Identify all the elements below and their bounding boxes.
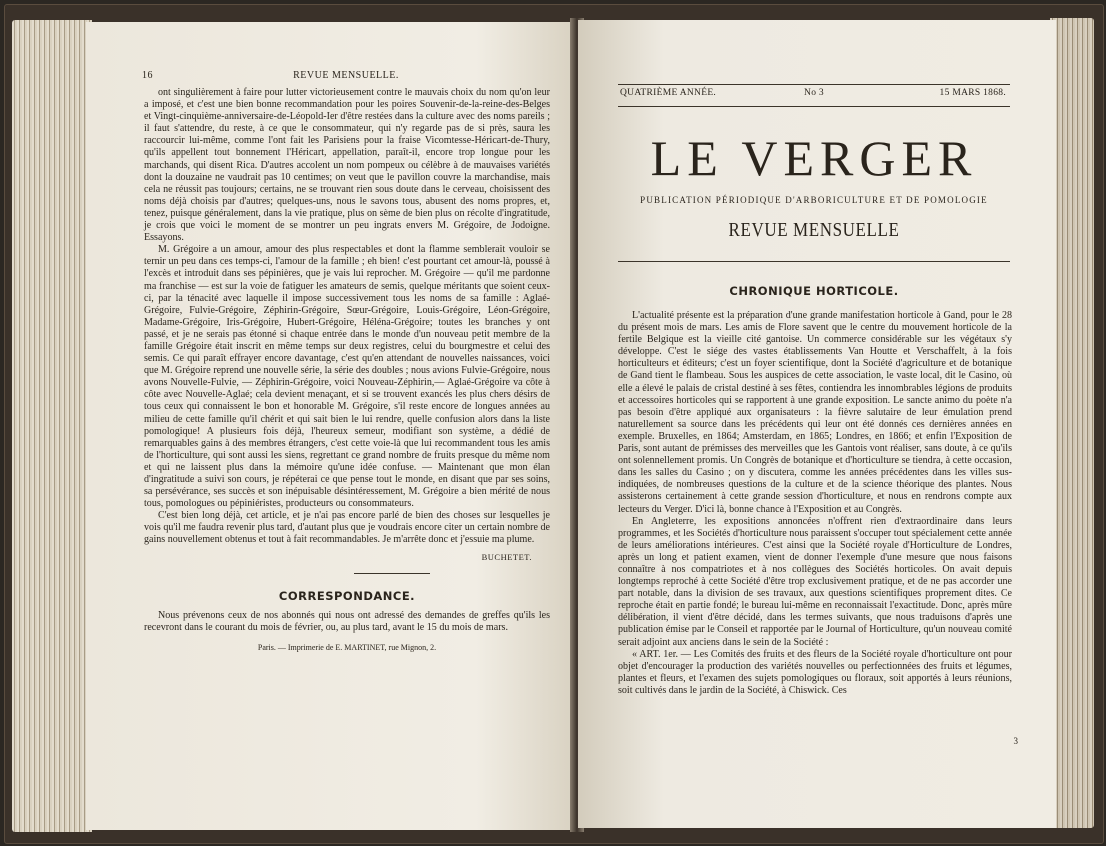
paragraph: L'actualité présente est la préparation d'une grande manifestation horticole à Gand, pour le 28 du présent mois de mars. Les amis de Flore savent que le centre du mouvement horticole de la fertile Belgique est la vieille cité gantoise. Un commerce considérable sur les végétaux s'y développe. C'est le siége des vastes établissements Van Houtte et Verschaffelt, à la fois horticulteurs et éditeurs; c'est un foyer scientifique, dont la Société d'agriculture et de botanique de Gand tient le flambeau. Sous les auspices de cette association, le vaste local, dit le Casino, où elle a élevé le palais de cristal destiné à ses fêtes, contiendra les innombrables légions de produits et accessoires horticoles qui se rapportent à une grande exposition. Le sancte animo du poète n'a pas besoin d'être appliqué aux organisateurs : la fièvre salutaire de leur émulation prend naturellement sa source dans les précédents qui leur ont été donnés ces dernières années en exemple. Bruxelles, en 1864; Amsterdam, en 1865; Londres, en 1866; et enfin l'Exposition de Paris, sont autant de prémisses des merveilles que les Gantois vont réaliser, sans doute, à ce qu'ils ont solennellement promis. Un Congrès de botanique et d'horticulture se tiendra, à cette occasion, dans les salles du Casino ; on y discutera, comme les années précédentes dans les villes sus-indiquées, de nombreuses questions de la culture et de la science théorique des plantes. Nous assisterons certainement à cette grande session d'horticulture, et nous en rendrons compte aux lecteurs du Verger. D'ici là, bonne chance à l'Exposition et au Congrès. (618, 310, 1012, 515)
left-page (86, 22, 574, 830)
left-page-body (144, 87, 550, 654)
left-page-header (142, 70, 550, 84)
section-heading: CHRONIQUE HORTICOLE. (729, 284, 899, 298)
paragraph: C'est bien long déjà, cet article, et je n'ai pas encore parlé de bien des choses sur lesquelles je vois qu'il me faudra revenir plus tard, d'autant plus que je voudrais encore citer un certain nombre de gains nouvellement obtenus et tout à fait recommandables. Je m'arrête donc et j'essuie ma plume. (144, 510, 550, 546)
issue-info (618, 88, 1010, 102)
divider (618, 261, 1010, 262)
divider (618, 84, 1010, 85)
running-title: REVUE MENSUELLE. (293, 70, 399, 81)
divider (618, 106, 1010, 107)
issue-year: QUATRIÈME ANNÉE. (620, 88, 717, 98)
journal-subtitle: PUBLICATION PÉRIODIQUE D'ARBORICULTURE ET DE POMOLOGIE (640, 195, 988, 205)
right-page-body (618, 310, 1012, 697)
paragraph: « ART. 1er. — Les Comités des fruits et des fleurs de la Société royale d'horticulture ont pour objet d'encourager la production des variétés nouvelles ou perfectionnées des fruits et légumes, plantes et fleurs, et l'examen des sujets pomologiques ou floraux, soit apportés à leurs réunions, soit cultivés dans le jardin de la Société, à Chiswick. Ces (618, 648, 1012, 696)
right-page-number: 3 (1013, 736, 1018, 746)
correspondence-heading: CORRESPONDANCE. (278, 588, 416, 603)
page-stack-right (1050, 18, 1094, 828)
divider (354, 573, 430, 574)
issue-date: 15 MARS 1868. (939, 88, 1006, 98)
left-page-number: 16 (142, 70, 153, 81)
imprint: Paris. — Imprimerie de E. MARTINET, rue Mignon, 2. (257, 642, 437, 652)
journal-series: REVUE MENSUELLE (728, 218, 900, 241)
correspondence-text: Nous prévenons ceux de nos abonnés qui nous ont adressé des demandes de greffes qu'ils les recevront dans le courant du mois de février, ou, au plus tard, avant le 15 du mois de mars. (144, 609, 550, 633)
right-page (578, 20, 1056, 828)
journal-title: LE VERGER (650, 130, 978, 186)
page-stack-left (12, 20, 92, 832)
paragraph: M. Grégoire a un amour, amour des plus respectables et dont la flamme semblerait vouloir se ternir un peu dans ces temps-ci, l'amour de la famille ; eh bien! c'est pourtant cet amour-là, poussé à l'excès et introduit dans ses pépinières, que je vais lui reprocher. M. Grégoire — qu'il me pardonne ma franchise — est sur la voie de fatiguer les amateurs de semis, quelque méritants que soient ceux-ci, par la ténacité avec laquelle il impose successivement tous les noms de sa famille : Aglaé-Grégoire, Fulvie-Grégoire, Zéphirin-Grégoire, Sœur-Grégoire, Louis-Grégoire, Léon-Grégoire, Madame-Grégoire, Iris-Grégoire, Hubert-Grégoire, Héléna-Grégoire; toutes les branches y ont passé, et je ne serais pas étonné si chaque entrée dans le monde d'un nouveau petit membre de la famille Grégoire était inscrit en même temps sur deux registres, celui du bourgmestre et celui des semis. Ce qui paraît effrayer encore davantage, c'est qu'en attendant de nouvelles naissances, voici que M. Grégoire reprend une nouvelle série, la série des doubles ; nous avions Fulvie-Grégoire, nous avons Nouvelle-Fulvie, — Zéphirin-Grégoire, voici Nouveau-Zéphirin,— Aglaé-Grégoire va côte à côte avec Nouvelle-Aglaé; cela devient menaçant, et si se trouvent exancés les plus chers désirs de tous ceux qui connaissent le bon et honorable M. Grégoire, s'il reste encore de longues années au milieu de cette famille qu'il chérit et qui sait bien le lui rendre, quelle confusion alors dans la liste pomologique! A plusieurs fois déjà, l'heureux semeur, modifiant son système, a dédié de remarquables gains à des membres étrangers, c'est cette voie-là que lui recommandent tous les amis de l'horticulture, qui sont aussi les siens, regrettant ce grand nombre de fruits presque du même nom et qui ne laissent plus dans la mémoire qu'une idée confuse. — Maintenant que mon élan d'ingratitude a suivi son cours, je répéterai ce que pense tout le monde, en disant que par ses soins, sa persévérance, ses succès et son inépuisable désintéressement, M. Grégoire a bien mérité de nous tous, pomologues ou pépiniéristes, producteurs ou consommateurs. (144, 244, 550, 510)
paragraph: ont singulièrement à faire pour lutter victorieusement contre le mauvais choix du nom qu'on leur a imposé, et c'est une bien bonne recommandation pour les poires Souvenir-de-la-reine-des-Belges et Vingt-cinquième-anniversaire-de-Léopold-Ier d'être restées dans la culture avec des noms pareils ; il faut s'attendre, du reste, à ce que le consommateur, qui n'y regarde pas de si près, saura les raccourcir lui-même, comme l'ont fait les Parisiens pour la fraise Vicomtesse-Héricart-de-Thury, qu'ils appellent tout bonnement l'Héricart, appellation, paraît-il, encore trop longue pour les marchands, qui disent Rica. D'autres accolent un nom pompeux ou célèbre à de mauvaises variétés dont la douzaine ne vaudrait pas 10 centimes; on veut que le pavillon couvre la marchandise, mais cela ne réussit pas toujours; certains, ne se trouvant rien sous doute dans le cerveau, choisissent des noms déjà choisis par d'autres; quelques-uns, nous le savons tous, abusent des noms propres, et, tenez, puisque généralement, dans la vie pratique, plus on sème de bien plus on récolte d'ingratitude, je crois que voici le moment de se montrer un peu ingrats envers M. Grégoire, de Jodoigne. Essayons. (144, 87, 550, 244)
issue-number: No 3 (804, 88, 824, 98)
paragraph: En Angleterre, les expositions annoncées n'offrent rien d'extraordinaire dans leurs programmes, et les Sociétés d'horticulture nous paraissent s'occuper tout spécialement cette année de leurs améliorations intérieures. C'est ainsi que la Société royale d'Horticulture de Londres, après un long et patient examen, vient de donner l'exemple d'une mesure que nous faisons connaître à nos compatriotes et à nos collègues des Sociétés horticoles. On avait depuis longtemps reproché à cette Société d'être trop exclusivement pratique, et de ne pas accorder une part notable, dans la division de ses travaux, aux questions scientifiques proprement dites. Ce reproche était en partie fondé; le bureau lui-même en reconnaissait l'exactitude. Donc, après mûre délibération, il vient d'être décidé, dans les termes suivants, que nous traduisons d'après une publication émise par le Conseil et rapportée par le Journal of Horticulture, qu'un nouveau comité serait adjoint aux anciens dans le sein de la Société : (618, 515, 1012, 648)
author-signature: BUCHETET. (481, 551, 532, 562)
